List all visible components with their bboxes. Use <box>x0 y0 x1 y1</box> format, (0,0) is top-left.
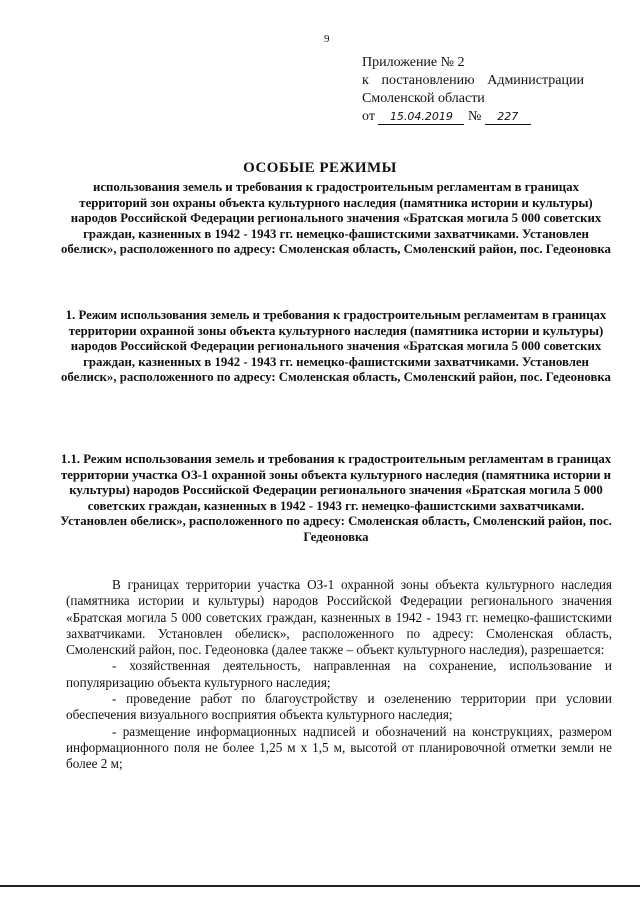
bottom-divider <box>0 885 640 887</box>
section-body <box>66 577 612 773</box>
appendix-block <box>362 54 584 126</box>
appendix-title: Приложение № 2 <box>362 55 465 70</box>
appendix-to-word: к <box>362 73 369 88</box>
appendix-region: Смоленской области <box>362 91 485 106</box>
intro-paragraph: В границах территории участка ОЗ-1 охранной зоны объекта культурного наследия (памятника истории и культуры) народов Российской Федерации регионального значения «Братская могила 5 000 советских граждан, казненных в 1942 - 1943 гг. немецко-фашистскими захватчиками. Установлен обелиск», расположенного по адресу: Смоленская область, Смоленский район, пос. Гедеоновка (далее также – объект культурного наследия), разрешается: <box>66 577 612 658</box>
document-subtitle: использования земель и требования к градостроительным регламентам в границах территорий зон охраны объекта культурного наследия (памятника истории и культуры) народов Российской Федерации регионального значения «Братская могила 5 000 советских граждан, казненных в 1942 - 1943 гг. немецко-фашистскими захватчиками. Установлен обелиск», расположенного по адресу: Смоленская область, Смоленский район, пос. Гедеоновка <box>61 180 611 257</box>
number-prefix: № <box>467 109 482 124</box>
handwritten-date: 15.04.2019 <box>378 110 464 125</box>
date-prefix: от <box>362 109 375 124</box>
appendix-date-line <box>362 108 584 126</box>
page-number: 9 <box>324 33 330 45</box>
list-item: - проведение работ по благоустройству и озеленению территории при условии обеспечения визуального восприятия объекта культурного наследия; <box>66 691 612 723</box>
list-item: - размещение информационных надписей и обозначений на конструкциях, размером информационного поля не более 1,25 м х 1,5 м, высотой от планировочной отметки земли не более 2 м; <box>66 723 612 772</box>
section-1-1-heading: 1.1. Режим использования земель и требования к градостроительным регламентам в границах территории участка ОЗ-1 охранной зоны объекта культурного наследия (памятника истории и культуры) народов Российской Федерации регионального значения «Братская могила 5 000 советских граждан, казненных в 1942 - 1943 гг. немецко-фашистскими захватчиками. Установлен обелиск», расположенного по адресу: Смоленская область, Смоленский район, пос. Гедеоновка <box>60 452 612 544</box>
list-item: - хозяйственная деятельность, направленная на сохранение, использование и популяризацию объекта культурного наследия; <box>66 658 612 690</box>
document-title: ОСОБЫЕ РЕЖИМЫ <box>243 160 397 176</box>
appendix-resolution-line <box>362 72 584 90</box>
appendix-administration-word: Администрации <box>487 73 584 88</box>
section-1-heading: 1. Режим использования земель и требования к градостроительным регламентам в границах территории охранной зоны объекта культурного наследия (памятника истории и культуры) народов Российской Федерации регионального значения «Братская могила 5 000 советских граждан, казненных в 1942 - 1943 гг. немецко-фашистскими захватчиками. Установлен обелиск», расположенного по адресу: Смоленская область, Смоленский район, пос. Гедеоновка <box>61 308 611 385</box>
appendix-resolution-word: постановлению <box>381 73 475 88</box>
handwritten-number: 227 <box>485 110 531 125</box>
